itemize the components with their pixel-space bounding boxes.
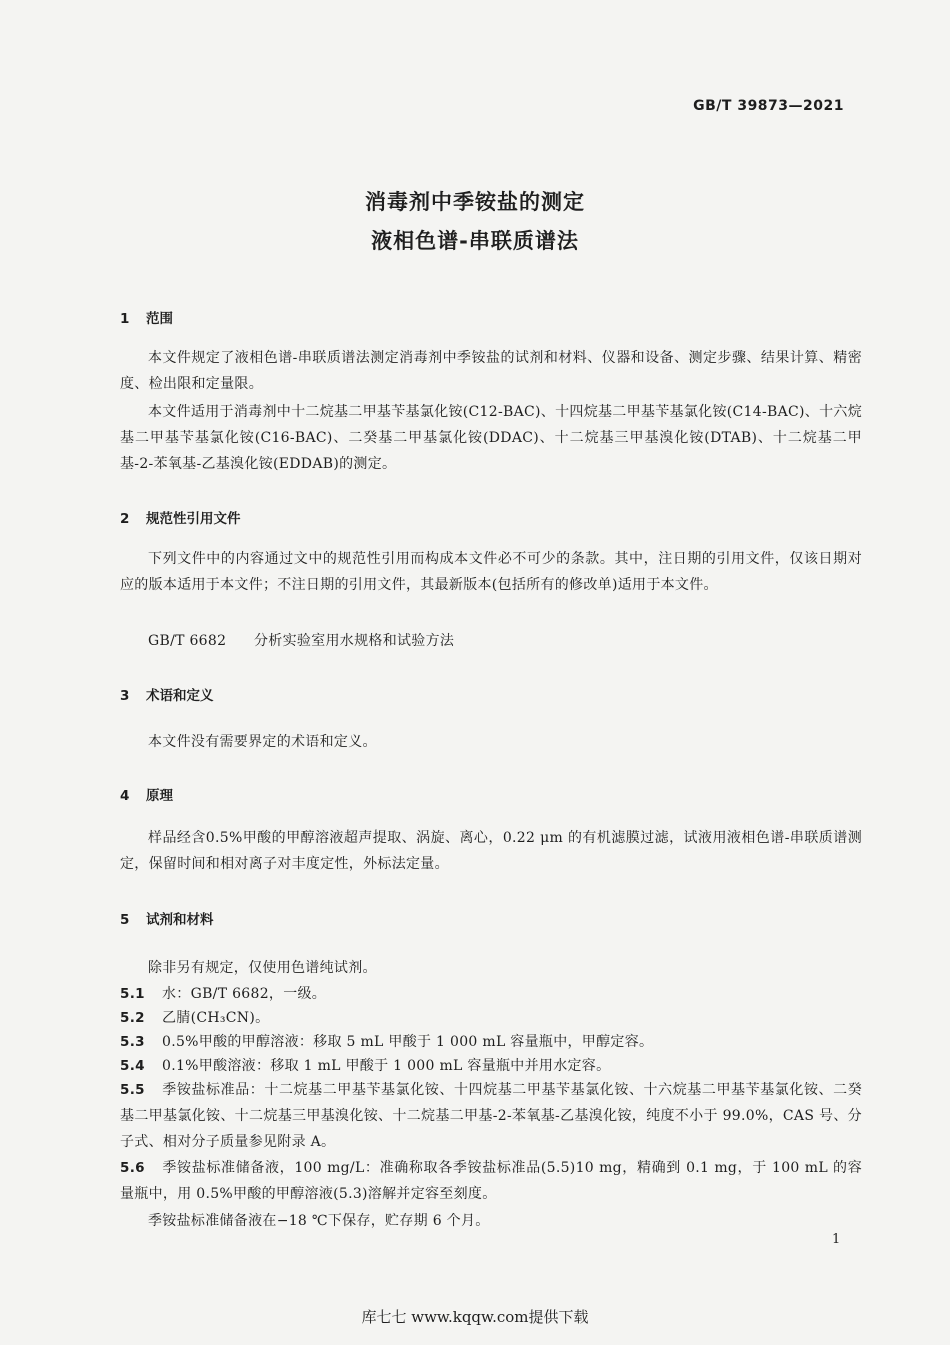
clause-text: 0.1%甲酸溶液：移取 1 mL 甲酸于 1 000 mL 容量瓶中并用水定容。 <box>162 1058 611 1074</box>
section-title: 原理 <box>146 788 173 804</box>
clause-5-4 <box>120 1053 862 1079</box>
section-2-paragraph-1: 下列文件中的内容通过文中的规范性引用而构成本文件必不可少的条款。其中，注日期的引用文件，仅该日期对应的版本适用于本文件；不注日期的引用文件，其最新版本(包括所有的修改单)适用于本文件。 <box>120 551 862 593</box>
document-title-line2: 液相色谱-串联质谱法 <box>371 229 579 253</box>
reference-code: GB/T 6682 <box>148 633 227 649</box>
section-1-heading <box>120 307 173 327</box>
section-5-intro: 除非另有规定，仅使用色谱纯试剂。 <box>148 960 377 976</box>
clause-5-3 <box>120 1029 862 1055</box>
clause-5-2 <box>120 1005 862 1031</box>
section-5-heading <box>120 908 214 928</box>
section-5-note: 季铵盐标准储备液在−18 ℃下保存，贮存期 6 个月。 <box>148 1213 490 1229</box>
section-4-heading <box>120 784 173 804</box>
clause-text: 水：GB/T 6682，一级。 <box>162 986 327 1002</box>
section-3-paragraph-1: 本文件没有需要界定的术语和定义。 <box>148 734 377 750</box>
section-1-paragraph-1: 本文件规定了液相色谱-串联质谱法测定消毒剂中季铵盐的试剂和材料、仪器和设备、测定步骤、结果计算、精密度、检出限和定量限。 <box>120 350 862 392</box>
clause-5-1 <box>120 981 862 1007</box>
section-number: 5 <box>120 912 130 928</box>
section-3-heading <box>120 684 214 704</box>
document-title-line1: 消毒剂中季铵盐的测定 <box>365 190 585 214</box>
section-title: 规范性引用文件 <box>146 511 241 527</box>
section-title: 术语和定义 <box>146 688 214 704</box>
section-number: 1 <box>120 311 130 327</box>
clause-text: 乙腈(CH₃CN)。 <box>162 1010 270 1026</box>
download-footer: 库七七 www.kqqw.com提供下载 <box>361 1308 589 1326</box>
clause-number: 5.2 <box>120 1010 145 1026</box>
clause-number: 5.6 <box>120 1160 145 1176</box>
section-number: 2 <box>120 511 130 527</box>
section-2-heading <box>120 507 241 527</box>
section-1-paragraph-2: 本文件适用于消毒剂中十二烷基二甲基苄基氯化铵(C12-BAC)、十四烷基二甲基苄基氯化铵(C14-BAC)、十六烷基二甲基苄基氯化铵(C16-BAC)、二癸基二甲基氯化铵(DDAC)、十二烷基三甲基溴化铵(DTAB)、十二烷基二甲基-2-苯氧基-乙基溴化铵(EDDAB)的测定。 <box>120 404 862 472</box>
section-number: 4 <box>120 788 130 804</box>
clause-number: 5.3 <box>120 1034 145 1050</box>
clause-5-6 <box>120 1155 862 1207</box>
section-number: 3 <box>120 688 130 704</box>
standard-code: GB/T 39873—2021 <box>693 98 844 114</box>
normative-reference <box>148 630 454 650</box>
clause-number: 5.1 <box>120 986 145 1002</box>
clause-text: 季铵盐标准储备液，100 mg/L：准确称取各季铵盐标准品(5.5)10 mg，精确到 0.1 mg，于 100 mL 的容量瓶中，用 0.5%甲酸的甲醇溶液(5.3)溶解并定容至刻度。 <box>120 1160 862 1202</box>
clause-number: 5.5 <box>120 1082 145 1098</box>
clause-text: 季铵盐标准品：十二烷基二甲基苄基氯化铵、十四烷基二甲基苄基氯化铵、十六烷基二甲基苄基氯化铵、二癸基二甲基氯化铵、十二烷基三甲基溴化铵、十二烷基二甲基-2-苯氧基-乙基溴化铵，纯度不小于 99.0%，CAS 号、分子式、相对分子质量参见附录 A。 <box>120 1082 862 1150</box>
section-4-paragraph-1: 样品经含0.5%甲酸的甲醇溶液超声提取、涡旋、离心，0.22 μm 的有机滤膜过滤，试液用液相色谱-串联质谱测定，保留时间和相对离子对丰度定性，外标法定量。 <box>120 830 862 872</box>
reference-title: 分析实验室用水规格和试验方法 <box>254 633 455 649</box>
clause-text: 0.5%甲酸的甲醇溶液：移取 5 mL 甲酸于 1 000 mL 容量瓶中，甲醇定容。 <box>162 1034 654 1050</box>
page-number: 1 <box>832 1232 841 1247</box>
section-title: 范围 <box>146 311 173 327</box>
clause-number: 5.4 <box>120 1058 145 1074</box>
section-title: 试剂和材料 <box>146 912 214 928</box>
clause-5-5 <box>120 1077 862 1155</box>
